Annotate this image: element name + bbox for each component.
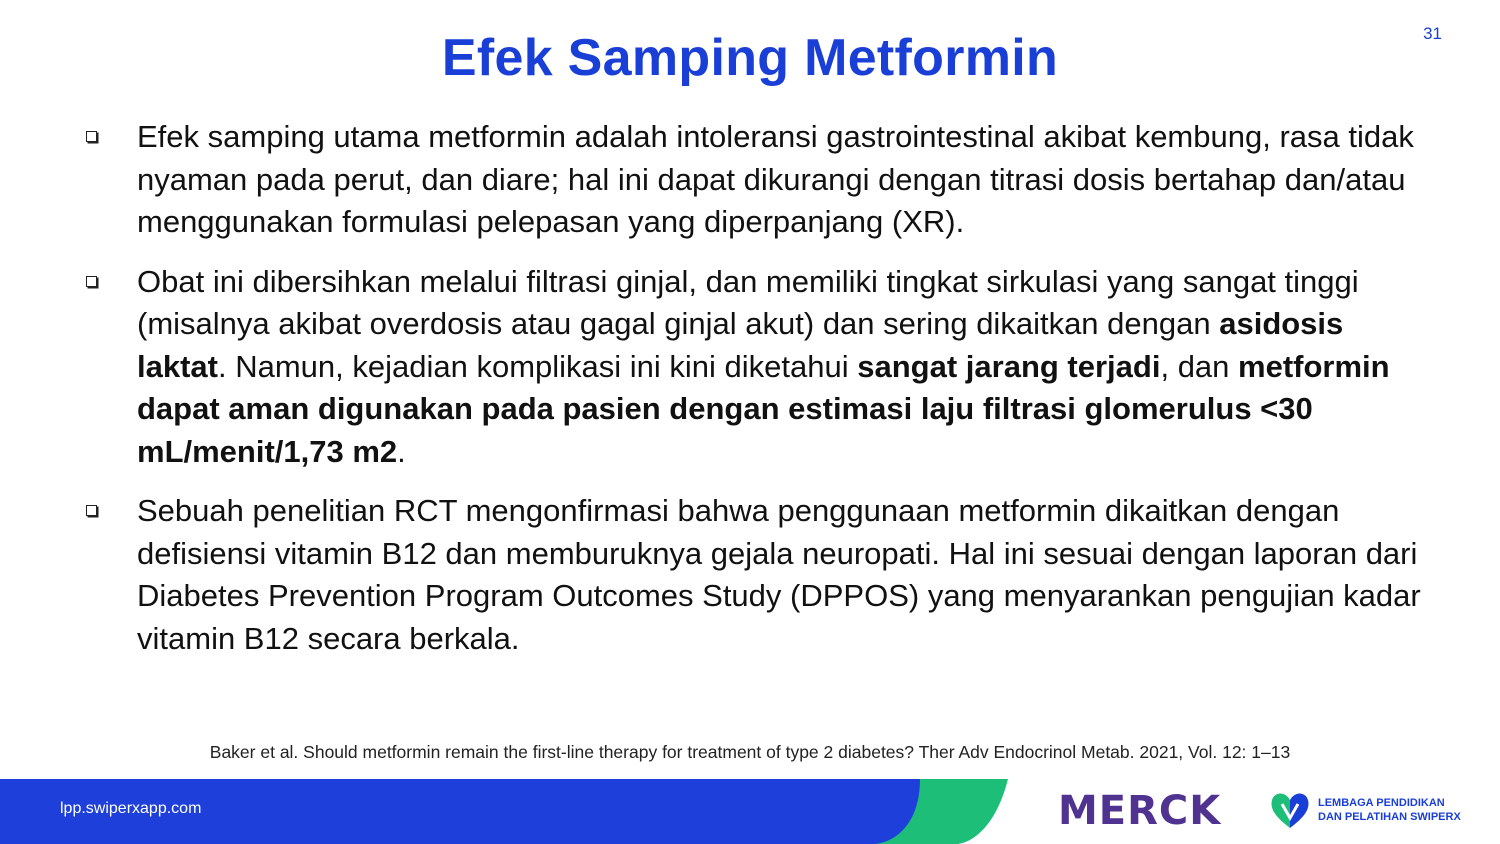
- bullet-text-segment: , dan: [1160, 348, 1239, 384]
- lpp-logo-line: DAN PELATIHAN SWIPERX: [1318, 811, 1461, 823]
- square-bullet-icon: [86, 276, 97, 287]
- bullet-text: [137, 264, 1390, 469]
- bullet-item: [86, 490, 1426, 660]
- bullet-text: [137, 493, 1421, 656]
- square-bullet-icon: [86, 131, 97, 142]
- bullet-text-bold-segment: asidosis laktat: [137, 306, 1344, 384]
- bullet-item: [86, 261, 1426, 474]
- square-bullet-icon: [86, 505, 97, 516]
- bullet-text-segment: Sebuah penelitian RCT mengonfirmasi bahwa penggunaan metformin dikaitkan dengan defisiensi vitamin B12 dan memburuknya gejala neuropati. Hal ini sesuai dengan laporan dari Diabetes Prevention Program Outcomes Study (DPPOS) yang menyarankan pengujian kadar vitamin B12 secara berkala.: [137, 493, 1421, 656]
- bullet-text-segment: Obat ini dibersihkan melalui filtrasi ginjal, dan memiliki tingkat sirkulasi yang sangat tinggi (misalnya akibat overdosis atau gagal ginjal akut) dan sering dikaitkan dengan: [137, 263, 1359, 341]
- bullet-text: [137, 119, 1414, 239]
- bullet-text-segment: . Namun, kejadian komplikasi ini kini diketahui: [217, 348, 858, 384]
- slide-title: Efek Samping Metformin: [441, 29, 1059, 87]
- reference-citation: Baker et al. Should metformin remain the first-line therapy for treatment of type 2 diabetes? Ther Adv Endocrinol Metab. 2021, Vol. 12: 1–13: [209, 742, 1291, 762]
- lpp-logo-text: [1318, 796, 1461, 824]
- page-number: 31: [1423, 24, 1442, 43]
- bullet-text-bold-segment: metformin dapat aman digunakan pada pasien dengan estimasi laju filtrasi glomerulus <30 mL/menit/1,73 m2: [137, 348, 1390, 469]
- bullet-text-segment: Efek samping utama metformin adalah intoleransi gastrointestinal akibat kembung, rasa tidak nyaman pada perut, dan diare; hal ini dapat dikurangi dengan titrasi dosis bertahap dan/atau menggunakan formulasi pelepasan yang diperpanjang (XR).: [137, 119, 1414, 239]
- lpp-heart-logo-icon: [1268, 788, 1312, 832]
- merck-logo: MERCK: [1058, 788, 1222, 834]
- bullet-list: [86, 116, 1426, 677]
- lpp-logo-line: LEMBAGA PENDIDIKAN: [1318, 797, 1445, 809]
- bullet-item: [86, 116, 1426, 244]
- bullet-text-bold-segment: sangat jarang terjadi: [857, 348, 1161, 384]
- footer-url: lpp.swiperxapp.com: [60, 800, 202, 817]
- bullet-text-segment: .: [397, 433, 406, 469]
